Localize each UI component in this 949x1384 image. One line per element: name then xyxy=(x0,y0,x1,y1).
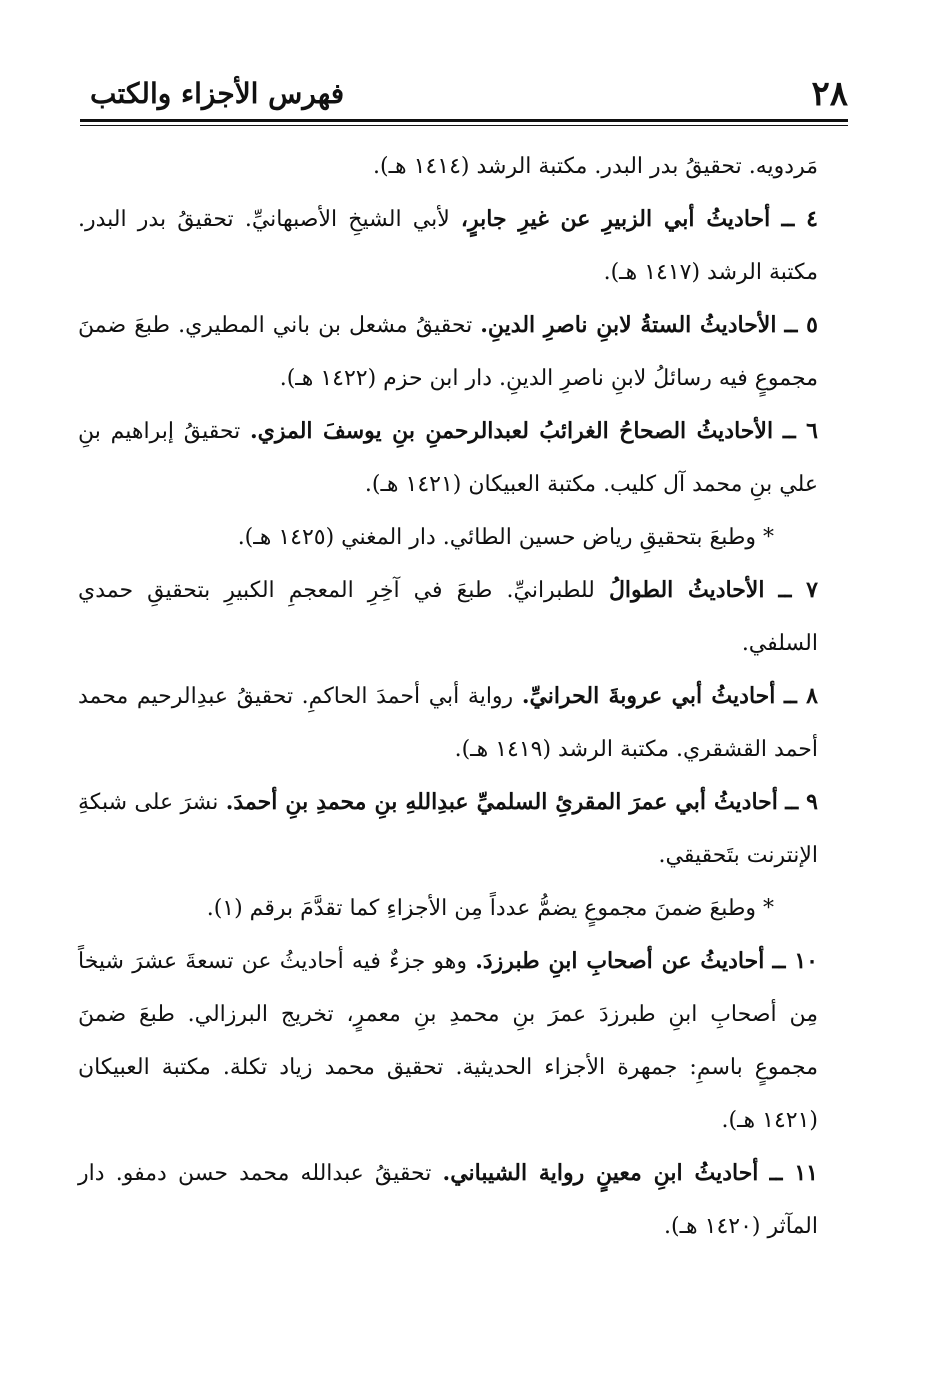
entry-4 xyxy=(78,193,818,299)
entry-11 xyxy=(78,1147,818,1253)
entry-6 xyxy=(78,405,818,511)
entry-text: مَردويه. تحقيقُ بدر البدر. مكتبة الرشد (١٤١٤ هـ). xyxy=(373,154,818,179)
entry-6-note xyxy=(78,511,818,564)
entry-details: للطبرانيِّ. طبعَ في آخِرِ المعجمِ الكبيرِ بتحقيقِ حمدي السلفي. xyxy=(78,578,818,656)
entry-details: تحقيقُ عبدالله محمد حسن دمفو. دار المآثر (١٤٢٠ هـ). xyxy=(78,1161,818,1239)
page-header xyxy=(80,74,848,114)
entry-10 xyxy=(78,935,818,1147)
entry-number: ٨ ــ xyxy=(783,683,818,709)
page-number: ٢٨ xyxy=(811,74,848,114)
entry-title: أحاديثُ أبي الزبيرِ عن غيرِ جابرٍ، xyxy=(460,206,771,232)
header-rule-thin xyxy=(80,125,848,126)
entry-7 xyxy=(78,564,818,670)
entry-list xyxy=(78,140,818,1253)
running-title: فهرس الأجزاء والكتب xyxy=(90,77,345,110)
entry-title: الأحاديثُ الستةُ لابنِ ناصرِ الدينِ. xyxy=(480,312,777,338)
entry-details: لأبي الشيخِ الأصبهانيِّ. تحقيقُ بدر البدر. مكتبة الرشد (١٤١٧ هـ). xyxy=(78,207,818,285)
entry-title: الأحاديثُ الصحاحُ الغرائبُ لعبدالرحمنِ بنِ يوسفَ المزي. xyxy=(249,418,774,444)
entry-number: ٤ ــ xyxy=(781,206,818,232)
entry-details: تحقيقُ مشعل بن باني المطيري. طبعَ ضمنَ مجموعٍ فيه رسائلُ لابنِ ناصرِ الدينِ. دار ابن حزم (١٤٢٢ هـ). xyxy=(78,313,818,391)
entry-number: ١٠ ــ xyxy=(772,948,818,974)
entry-details: وهو جزءٌ فيه أحاديثُ عن تسعةَ عشرَ شيخاً مِن أصحابِ ابنِ طبرزدَ عمرَ بنِ محمدِ بنِ معمرٍ، تخريج البرزالي. طبعَ ضمنَ مجموعٍ باسمِ: جمهرة الأجزاء الحديثية. تحقيق محمد زياد تكلة. مكتبة العبيكان (١٤٢١ هـ). xyxy=(78,949,818,1133)
entry-number: ٧ ــ xyxy=(778,577,818,603)
entry-details: تحقيقُ إبراهيم بنِ علي بنِ محمد آل كليب. مكتبة العبيكان (١٤٢١ هـ). xyxy=(78,419,818,497)
note-text: * وطبعَ بتحقيقِ رياض حسين الطائي. دار المغني (١٤٢٥ هـ). xyxy=(237,525,774,550)
entry-title: أحاديثُ ابنِ معينٍ رواية الشيباني. xyxy=(442,1160,759,1186)
entry-9 xyxy=(78,776,818,882)
entry-title: أحاديثُ عن أصحابِ ابنِ طبرزدَ. xyxy=(475,948,765,974)
entry-number: ٥ ــ xyxy=(784,312,818,338)
header-rule xyxy=(80,119,848,122)
entry-title: الأحاديثُ الطوالُ xyxy=(608,577,765,603)
entry-number: ٦ ــ xyxy=(782,418,818,444)
entry-details: رواية أبي أحمدَ الحاكمِ. تحقيقُ عبدِالرحيم محمد أحمد القشقري. مكتبة الرشد (١٤١٩ هـ). xyxy=(78,684,818,762)
entry-number: ١١ ــ xyxy=(769,1160,818,1186)
entry-title: أحاديثُ أبي عمرَ المقرئِ السلميِّ عبدِاللهِ بنِ محمدِ بنِ أحمدَ. xyxy=(225,789,778,815)
entry-title: أحاديثُ أبي عروبةَ الحرانيِّ. xyxy=(521,683,776,709)
note-text: * وطبعَ ضمنَ مجموعٍ يضمُّ عدداً مِن الأجزاءِ كما تقدَّمَ برقم (١). xyxy=(206,896,774,921)
entry-details: نشرَ على شبكةِ الإنترنت بتَحقيقي. xyxy=(78,790,818,868)
entry-8 xyxy=(78,670,818,776)
entry-5 xyxy=(78,299,818,405)
entry-number: ٩ ــ xyxy=(785,789,818,815)
entry-continuation xyxy=(78,140,818,193)
entry-9-note xyxy=(78,882,818,935)
